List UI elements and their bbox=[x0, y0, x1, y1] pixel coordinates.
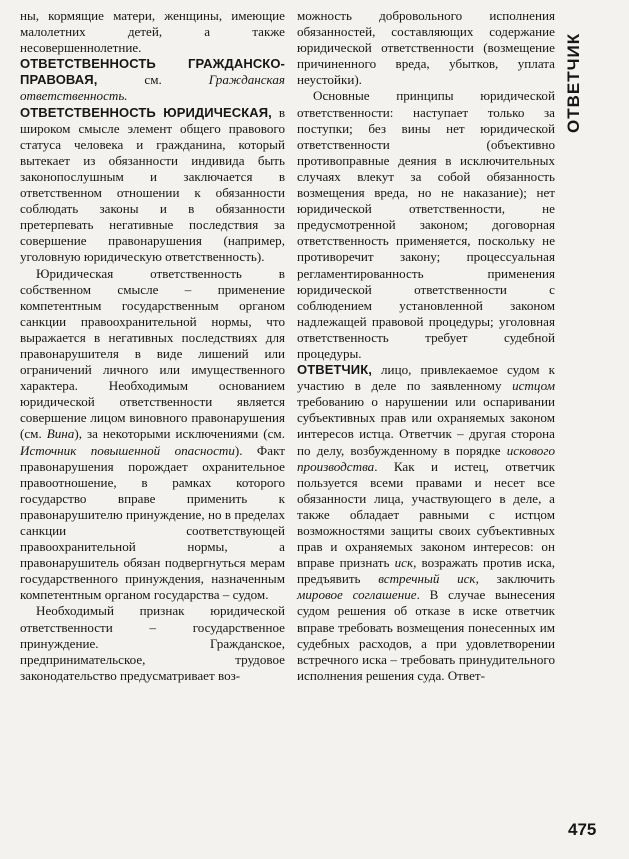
entry-definition: в широком смысле элемент общего правового статуса человека и гражданина, который вытекает из обязанности индивида быть законопослушным и заключается в ответственном отношении к обязанности соблюдать законы и в обязанности претерпевать негативные последствия за совершение правонарушения (например, уголовную юридическую ответственность). bbox=[20, 104, 285, 265]
paragraph-principles bbox=[297, 88, 555, 362]
cross-reference: иск bbox=[394, 555, 414, 571]
entry-headword: ОТВЕТЧИК, bbox=[297, 362, 372, 378]
paragraph-text: Необходимый признак юридической ответственности – государственное принуждение. Гражданское, предпринимательское, трудовое законодательство предусматривает воз- bbox=[20, 603, 285, 683]
page-number: 475 bbox=[568, 820, 597, 839]
paragraph-text: ), за некоторыми исключениями (см. bbox=[74, 426, 285, 442]
entry-legal-liability bbox=[20, 105, 285, 266]
cross-reference: истцом bbox=[512, 378, 555, 394]
paragraph-text: Основные принципы юридической ответственности: наступает только за поступки; без вины нет юридической ответственности (объективно противоправные деяния в исключительных случаях влекут за собой обязанность возмещения вреда, но не наказание); нет юридической ответственности, не предусмотренной законом; договорная ответственность применяется, поскольку не противоречит закону; процессуальная регламентированность применения юридической ответственности с соблюдением установленной законом надлежащей правовой процедуры; уголовная ответственность требует судебной процедуры. bbox=[297, 88, 555, 361]
paragraph-text: ны, кормящие матери, женщины, имеющие малолетних детей, а также несовершеннолетние. bbox=[20, 8, 285, 56]
paragraph-coercion bbox=[20, 603, 285, 683]
cross-reference: Источник повышенной опасности bbox=[20, 442, 235, 458]
entry-headword: ОТВЕТСТВЕННОСТЬ ГРАЖДАНСКО-ПРАВОВАЯ, bbox=[20, 56, 285, 88]
paragraph-text: ). Факт правонарушения порождает охранительное правоотношение, в рамках которого государство вправе применить к правонарушителю принуждение, но в пределах санкции соответствующей правоохранительной нормы, а правонарушитель обязан подвергнуться мерам государственного принуждения, назначенным компетентным органом государства – судом. bbox=[20, 442, 285, 603]
paragraph-text: Юридическая ответственность в собственном смысле – применение компетентным государственным органом санкции правоохранительной нормы, что выражается в негативных последствиях для правонарушителя в виде лишений или ограничений личного или имущественного характера. Необходимым основанием юридической ответственности является совершение лицом виновного правонарушения (см. bbox=[20, 265, 285, 442]
entry-definition: . Как и истец, ответчик пользуется всеми правами и несет все обязанности лица, участвующего в деле, а также обладает равными с истцом возможностями защиты своих субъективных прав и охраняемых законом интересов: он вправе признать bbox=[297, 458, 555, 571]
left-column bbox=[20, 8, 285, 684]
running-headword: ОТВЕТЧИК bbox=[564, 32, 583, 134]
entry-definition: . В случае вынесения судом решения об отказе в иске ответчик вправе требовать возмещения понесенных им судебных расходов, а при удовлетворении встречного иска – требовать принудительного исполнения решения суда. Ответ- bbox=[297, 587, 556, 683]
entry-headword: ОТВЕТСТВЕННОСТЬ ЮРИДИЧЕСКАЯ, bbox=[20, 104, 272, 120]
paragraph-continuation bbox=[297, 8, 555, 88]
cross-reference: Гражданская ответственность. bbox=[20, 72, 285, 104]
cross-reference: искового производства bbox=[297, 442, 555, 474]
right-column bbox=[297, 8, 555, 684]
paragraph-liability-proper bbox=[20, 266, 285, 604]
cross-reference: встречный иск bbox=[378, 571, 476, 587]
entry-civil-liability bbox=[20, 56, 285, 104]
see-also-label: см. bbox=[97, 72, 209, 88]
paragraph-text: можность добровольного исполнения обязанностей, составляющих содержание юридической ответственности (возмещение причиненного вреда, убытков, уплата неустойки). bbox=[297, 8, 555, 88]
cross-reference: Вина bbox=[46, 426, 75, 442]
entry-definition: , заключить bbox=[475, 571, 555, 587]
entry-definition: лицо, привлекаемое судом к участию в деле по заявленному bbox=[297, 362, 555, 394]
cross-reference: мировое соглашение bbox=[297, 587, 417, 603]
entry-definition: требованию о нарушении или оспаривании субъективных прав или охраняемых законом интересов истца. Ответчик – другая сторона по делу, возбужденному в порядке bbox=[297, 394, 555, 458]
entry-definition: , возражать против иска, предъявить bbox=[297, 555, 555, 587]
paragraph-continuation bbox=[20, 8, 285, 56]
entry-defendant bbox=[297, 362, 555, 684]
